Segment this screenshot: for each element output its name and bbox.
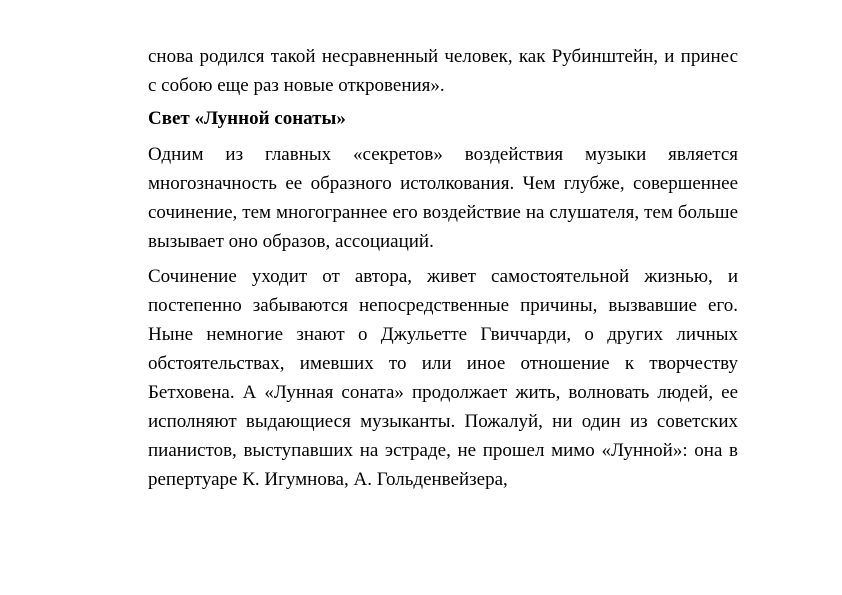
- paragraph-continued: снова родился такой несравненный человек, как Рубинштейн, и принес с собою еще раз новые откровения».: [148, 46, 738, 96]
- text-column: [148, 42, 738, 494]
- paragraph-polysemy: Одним из главных «секретов» воздействия музыки является многозначность ее образного истолкования. Чем глубже, совершеннее сочинение, тем многограннее его воздействие на слушателя, тем больше вызывает оно образов, ассоциаций.: [148, 144, 738, 252]
- paragraph-moonlight-sonata: Сочинение уходит от автора, живет самостоятельной жизнью, и постепенно забываются непосредственные причины, вызвавшие его. Ныне немногие знают о Джульетте Гвиччарди, о других личных обстоятельствах, имевших то или иное отношение к творчеству Бетховена. А «Лунная соната» продолжает жить, волновать людей, ее исполняют выдающиеся музыканты. Пожалуй, ни один из советских пианистов, выступавших на эстраде, не прошел мимо «Лунной»: она в репертуаре К. Игумнова, А. Гольденвейзера,: [148, 266, 738, 490]
- section-heading: Свет «Лунной сонаты»: [148, 108, 346, 129]
